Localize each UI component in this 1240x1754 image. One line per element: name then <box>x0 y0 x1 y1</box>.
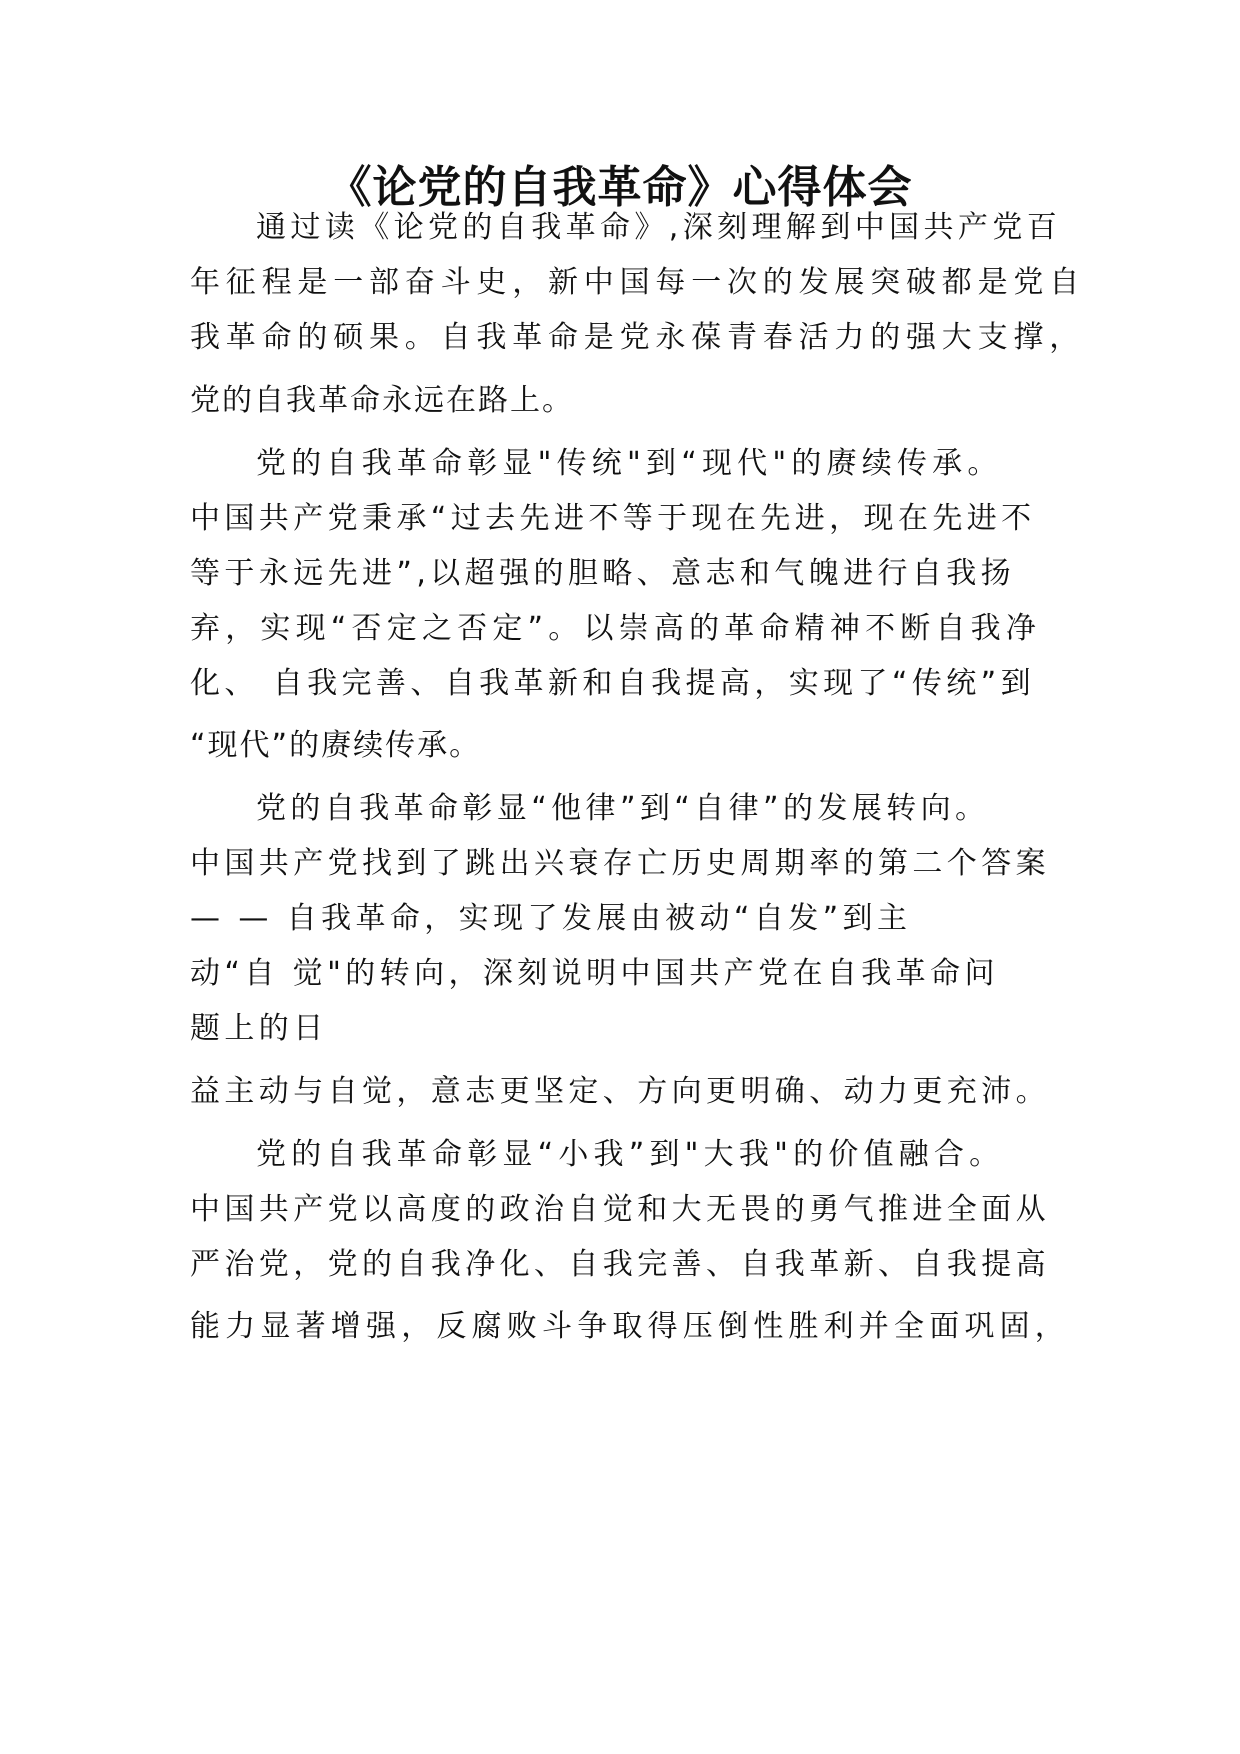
paragraph-line: 能力显著增强，反腐败斗争取得压倒性胜利并全面巩固， <box>190 1309 1070 1344</box>
document-title: 《论党的自我革命》心得体会 <box>327 162 913 213</box>
paragraph-line: 我革命的硕果。自我革命是党永葆青春活力的强大支撑， <box>190 320 1085 355</box>
paragraph-line: 益主动与自觉，意志更坚定、方向更明确、动力更充沛。 <box>190 1074 1050 1109</box>
paragraph-line: 中国共产党秉承“过去先进不等于现在先进，现在先进不 <box>190 501 1036 536</box>
paragraph-line: 党的自我革命永远在路上。 <box>190 383 574 418</box>
paragraph-line: 中国共产党找到了跳出兴衰存亡历史周期率的第二个答案 <box>190 846 1050 881</box>
paragraph-line: 党的自我革命彰显“小我”到"大我"的价值融合。 <box>256 1137 1005 1172</box>
paragraph-line: 通过读《论党的自我革命》,深刻理解到中国共产党百 <box>256 210 1062 245</box>
paragraph-line: 题上的日 <box>190 1011 328 1046</box>
paragraph-line: “现代”的赓续传承。 <box>190 728 482 763</box>
paragraph-line: 中国共产党以高度的政治自觉和大无畏的勇气推进全面从 <box>190 1192 1050 1227</box>
paragraph-line: 弃，实现“否定之否定”。以崇高的革命精神不断自我净 <box>190 611 1042 646</box>
paragraph-line: 严治党，党的自我净化、自我完善、自我革新、自我提高 <box>190 1247 1050 1282</box>
paragraph-line: 动“自 觉"的转向，深刻说明中国共产党在自我革命问 <box>190 956 999 991</box>
paragraph-line: 化、 自我完善、自我革新和自我提高，实现了“传统”到 <box>190 666 1036 701</box>
paragraph-line: 年征程是一部奋斗史，新中国每一次的发展突破都是党自 <box>190 265 1085 300</box>
paragraph-line: — — 自我革命，实现了发展由被动“自发”到主 <box>190 901 912 936</box>
paragraph-line: 党的自我革命彰显“他律”到“自律”的发展转向。 <box>256 791 990 826</box>
paragraph-line: 党的自我革命彰显"传统"到“现代"的赓续传承。 <box>256 446 1003 481</box>
paragraph-line: 等于永远先进”,以超强的胆略、意志和气魄进行自我扬 <box>190 556 1016 591</box>
